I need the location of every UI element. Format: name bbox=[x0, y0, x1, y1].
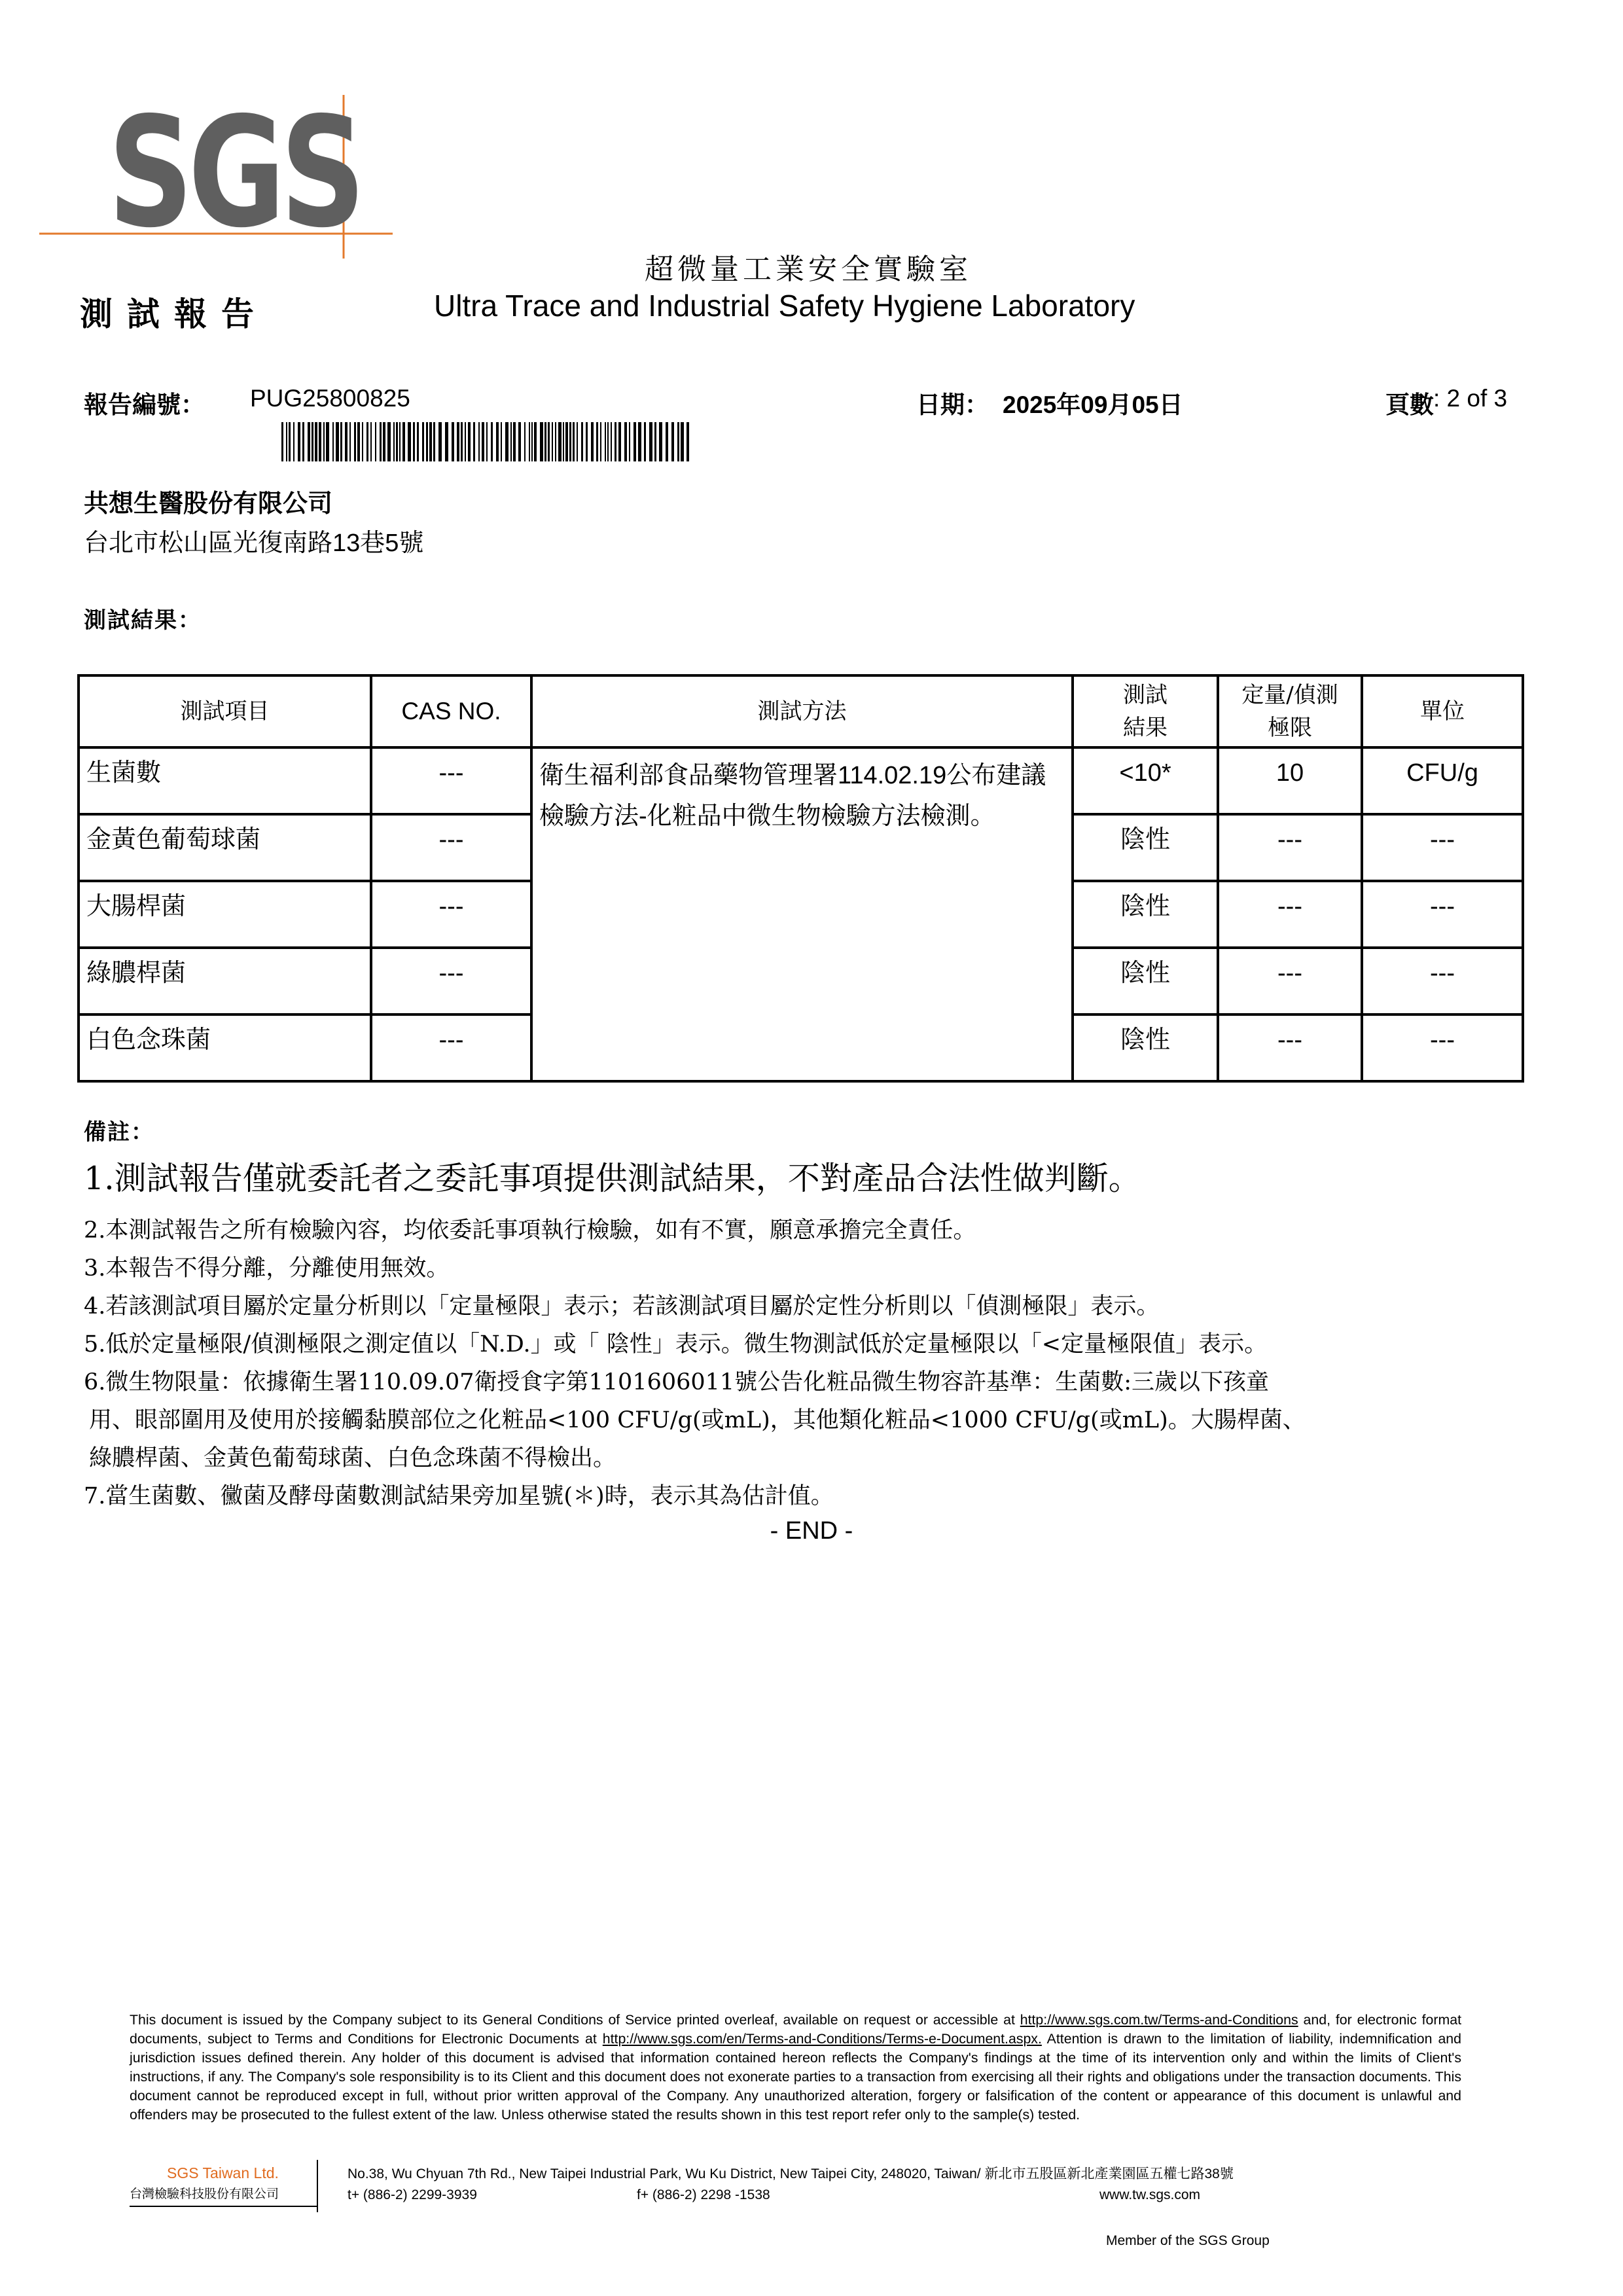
table-header-row bbox=[79, 675, 1523, 747]
row-item: 金黃色葡萄球菌 bbox=[79, 814, 371, 881]
footer-company-en: SGS Taiwan Ltd. bbox=[167, 2164, 279, 2181]
results-table bbox=[77, 674, 1524, 1083]
row-item: 綠膿桿菌 bbox=[79, 948, 371, 1014]
note-item: 3.本報告不得分離，分離使用無效。 bbox=[84, 1255, 450, 1282]
results-heading: 測試結果： bbox=[84, 607, 202, 634]
barcode-icon bbox=[281, 422, 694, 461]
row-result: 陰性 bbox=[1073, 1014, 1218, 1081]
terms-link[interactable]: http://www.sgs.com.tw/Terms-and-Conditions bbox=[1020, 2012, 1298, 2028]
row-item: 白色念珠菌 bbox=[79, 1014, 371, 1081]
row-unit: CFU/g bbox=[1362, 747, 1523, 814]
footer-tel: t+ (886-2) 2299-3939 bbox=[348, 2187, 477, 2202]
disclaimer-text: Attention is drawn to the limitation of liability, indemnification and jurisdiction issues defined therein. Any holder of this document is advised that information contained hereon reflects the Company's findings at the time of its intervention only and within the limits of Client's instructions, if any. The Company's sole responsibility is to its Client and this document does not exonerate parties to a transaction from exercising all their rights and obligations under the transaction documents. This document cannot be reproduced except in full, without prior written approval of the Company. Any unauthorized alteration, forgery or falsification of the content or appearance of this document is unlawful and offenders may be prosecuted to the fullest extent of the law. Unless otherwise stated the results shown in this test report refer only to the sample(s) tested. bbox=[130, 2031, 1461, 2123]
header-limit-line1: 定量/偵測 bbox=[1241, 682, 1338, 708]
lab-name-en: Ultra Trace and Industrial Safety Hygiene Laboratory bbox=[434, 289, 1135, 323]
date-label: 日期： bbox=[916, 391, 989, 418]
note-item: 5.低於定量極限/偵測極限之測定值以「N.D.」或「 陰性」表示。微生物測試低於定量極限以「<定量極限值」表示。 bbox=[84, 1331, 1268, 1357]
header-item: 測試項目 bbox=[79, 675, 371, 747]
header-result bbox=[1073, 675, 1218, 747]
row-result: 陰性 bbox=[1073, 814, 1218, 881]
client-name: 共想生醫股份有限公司 bbox=[84, 490, 333, 518]
row-result: 陰性 bbox=[1073, 948, 1218, 1014]
page-number: : 2 of 3 bbox=[1433, 385, 1508, 412]
footer-address: No.38, Wu Chyuan 7th Rd., New Taipei Industrial Park, Wu Ku District, New Taipei City, 248020, Taiwan/ 新北市五股區新北產業園區五權七路38號 bbox=[348, 2166, 1234, 2181]
row-item: 大腸桿菌 bbox=[79, 881, 371, 948]
note-item: 綠膿桿菌、金黃色葡萄球菌、白色念珠菌不得檢出。 bbox=[89, 1445, 616, 1471]
row-item: 生菌數 bbox=[79, 747, 371, 814]
header-result-line1: 測試 bbox=[1123, 682, 1168, 708]
row-unit: --- bbox=[1362, 881, 1523, 948]
disclaimer-text: This document is issued by the Company subject to its General Conditions of Service printed overleaf, available on request or accessible at bbox=[130, 2012, 1020, 2028]
test-method: 衛生福利部食品藥物管理署114.02.19公布建議檢驗方法-化粧品中微生物檢驗方法檢測。 bbox=[531, 747, 1073, 1081]
lab-name-zh: 超微量工業安全實驗室 bbox=[645, 253, 972, 286]
row-limit: 10 bbox=[1218, 747, 1362, 814]
client-address: 台北市松山區光復南路13巷5號 bbox=[84, 529, 424, 557]
report-date: 2025年09月05日 bbox=[1003, 391, 1183, 418]
header-unit: 單位 bbox=[1362, 675, 1523, 747]
footer-divider bbox=[130, 2206, 318, 2207]
note-item: 2.本測試報告之所有檢驗內容，均依委託事項執行檢驗，如有不實，願意承擔完全責任。 bbox=[84, 1217, 976, 1244]
report-no: PUG25800825 bbox=[250, 385, 410, 412]
row-result: 陰性 bbox=[1073, 881, 1218, 948]
terms-e-document-link[interactable]: http://www.sgs.com/en/Terms-and-Conditions/Terms-e-Document.aspx. bbox=[602, 2031, 1042, 2047]
header-limit bbox=[1218, 675, 1362, 747]
footer-website[interactable]: www.tw.sgs.com bbox=[1099, 2187, 1201, 2202]
note-item: 4.若該測試項目屬於定量分析則以「定量極限」表示；若該測試項目屬於定性分析則以「偵測極限」表示。 bbox=[84, 1293, 1160, 1319]
row-cas: --- bbox=[371, 948, 531, 1014]
row-cas: --- bbox=[371, 881, 531, 948]
row-limit: --- bbox=[1218, 881, 1362, 948]
header-limit-line2: 極限 bbox=[1268, 715, 1312, 741]
end-marker: - END - bbox=[770, 1517, 853, 1545]
footer-company-zh: 台灣檢驗科技股份有限公司 bbox=[130, 2187, 279, 2201]
header-cas: CAS NO. bbox=[371, 675, 531, 747]
row-result: <10* bbox=[1073, 747, 1218, 814]
disclaimer bbox=[130, 2011, 1461, 2125]
row-cas: --- bbox=[371, 747, 531, 814]
report-title: 測試報告 bbox=[80, 295, 268, 333]
header-result-line2: 結果 bbox=[1123, 715, 1168, 741]
header-method: 測試方法 bbox=[531, 675, 1073, 747]
notes-heading: 備註： bbox=[84, 1119, 154, 1145]
row-unit: --- bbox=[1362, 948, 1523, 1014]
footer-member: Member of the SGS Group bbox=[1106, 2233, 1270, 2248]
report-no-label: 報告編號： bbox=[84, 391, 205, 418]
table-row bbox=[79, 747, 1523, 814]
row-cas: --- bbox=[371, 1014, 531, 1081]
note-item: 6.微生物限量：依據衛生署110.09.07衛授食字第1101606011號公告化粧品微生物容許基準：生菌數:三歲以下孩童 bbox=[84, 1369, 1269, 1395]
page-label: 頁數 bbox=[1385, 391, 1434, 418]
sgs-logo: SGS bbox=[108, 84, 361, 261]
disclaimer-text: and, for electronic format documents, subject to Terms and Conditions for Electronic Documents at bbox=[130, 2012, 1461, 2047]
row-unit: --- bbox=[1362, 1014, 1523, 1081]
row-cas: --- bbox=[371, 814, 531, 881]
row-limit: --- bbox=[1218, 948, 1362, 1014]
row-limit: --- bbox=[1218, 1014, 1362, 1081]
footer-fax: f+ (886-2) 2298 -1538 bbox=[637, 2187, 770, 2202]
row-unit: --- bbox=[1362, 814, 1523, 881]
note-item: 用、眼部圍用及使用於接觸黏膜部位之化粧品<100 CFU/g(或mL)，其他類化粧品<1000 CFU/g(或mL)。大腸桿菌、 bbox=[89, 1407, 1306, 1433]
footer-divider bbox=[317, 2160, 318, 2212]
note-item: 1.測試報告僅就委託者之委託事項提供測試結果，不對產品合法性做判斷。 bbox=[84, 1160, 1141, 1197]
note-item: 7.當生菌數、黴菌及酵母菌數測試結果旁加星號(＊)時，表示其為估計值。 bbox=[84, 1483, 834, 1509]
row-limit: --- bbox=[1218, 814, 1362, 881]
